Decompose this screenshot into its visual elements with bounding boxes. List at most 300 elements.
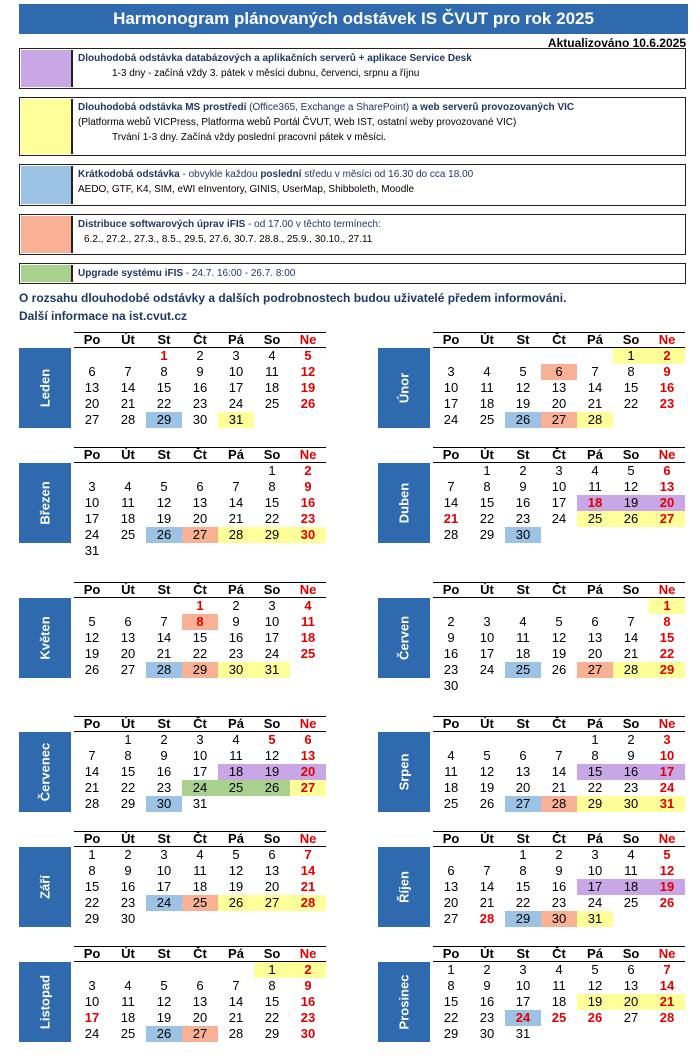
day-cell: 23 — [659, 396, 675, 411]
weekday-label: Pá — [228, 447, 244, 462]
day-cell: 20 — [264, 879, 280, 894]
day-cell: 4 — [232, 732, 240, 747]
weekday-label: Út — [121, 946, 135, 961]
day-cell: 12 — [264, 748, 280, 763]
day-cell: 29 — [443, 1026, 459, 1041]
legend-title: Dlouhodobá odstávka databázových a aplikačních serverů + aplikace Service Desk — [78, 53, 472, 64]
day-cell: 29 — [577, 796, 613, 812]
day-cell: 19 — [577, 994, 613, 1010]
day-cell: 23 — [300, 1010, 316, 1025]
weekday-label: So — [263, 831, 281, 846]
month-label — [378, 598, 430, 678]
day-cell: 5 — [232, 847, 240, 862]
day-cell: 20 — [120, 646, 136, 661]
day-cell: 27 — [182, 1026, 218, 1042]
day-cell: 30 — [192, 412, 208, 427]
day-cell: 20 — [515, 780, 531, 795]
month-9 — [19, 831, 325, 927]
legend-swatch-purple — [21, 50, 73, 87]
day-cell: 30 — [541, 911, 577, 927]
weekday-label: Út — [121, 582, 135, 597]
weekday-label: Út — [121, 716, 135, 731]
month-label — [19, 732, 71, 812]
day-cell: 4 — [555, 962, 563, 977]
day-cell: 30 — [218, 662, 254, 678]
legend-detail: (Platforma webů VICPress, Platforma webů Portál ČVUT, Web IST, ostatní weby provozované VIC) — [78, 117, 517, 128]
day-cell: 1 — [519, 847, 527, 862]
day-cell: 22 — [443, 1010, 459, 1025]
month-name: Srpen — [396, 753, 412, 791]
day-cell: 26 — [587, 1010, 603, 1025]
day-cell: 6 — [591, 614, 599, 629]
day-cell: 5 — [663, 847, 671, 862]
weekday-label: Ne — [299, 946, 317, 961]
day-cell: 6 — [447, 863, 455, 878]
legend-title: Distribuce softwarových úprav iFIS — [78, 219, 246, 230]
day-cell: 31 — [649, 796, 685, 812]
day-cell: 1 — [160, 348, 168, 363]
day-cell: 22 — [192, 646, 208, 661]
day-cell: 5 — [304, 348, 312, 363]
legend-swatch-green — [21, 265, 73, 282]
day-cell: 20 — [551, 396, 567, 411]
day-cell: 19 — [228, 879, 244, 894]
day-cell: 27 — [623, 1010, 639, 1025]
day-cell: 14 — [479, 879, 495, 894]
day-cell: 19 — [649, 879, 685, 895]
weekday-label: Ne — [658, 831, 676, 846]
weekday-label: St — [157, 582, 171, 597]
day-cell: 1 — [447, 962, 455, 977]
day-cell: 27 — [254, 895, 290, 911]
day-cell: 17 — [577, 879, 613, 895]
weekday-label: So — [622, 582, 640, 597]
day-cell: 28 — [146, 662, 182, 678]
day-cell: 15 — [156, 380, 172, 395]
day-cell: 31 — [515, 1026, 531, 1041]
day-cell: 16 — [192, 380, 208, 395]
day-cell: 10 — [192, 748, 208, 763]
day-cell: 11 — [265, 364, 279, 379]
weekday-label: Po — [442, 831, 460, 846]
day-cell: 27 — [290, 780, 326, 796]
day-cell: 5 — [627, 463, 635, 478]
day-cell: 15 — [515, 879, 531, 894]
day-cell: 18 — [120, 1010, 136, 1025]
day-cell: 4 — [627, 847, 635, 862]
day-cell: 24 — [146, 895, 182, 911]
day-cell: 12 — [300, 364, 316, 379]
day-cell: 26 — [479, 796, 495, 811]
day-cell: 13 — [659, 479, 675, 494]
day-cell: 5 — [88, 614, 96, 629]
weekday-label: So — [622, 332, 640, 347]
day-cell: 13 — [587, 630, 603, 645]
day-cell: 29 — [649, 662, 685, 678]
day-cell: 20 — [290, 764, 326, 780]
day-cell: 14 — [120, 380, 136, 395]
weekday-label: Út — [480, 831, 494, 846]
month-11 — [19, 946, 325, 1042]
day-cell: 2 — [196, 348, 204, 363]
day-cell: 9 — [483, 978, 491, 993]
day-cell: 7 — [124, 364, 132, 379]
weekday-label: Po — [83, 447, 101, 462]
day-cell: 20 — [192, 1010, 208, 1025]
legend-title: Dlouhodobá odstávka MS prostředí — [78, 102, 247, 113]
legend-title-part: poslední — [260, 169, 302, 180]
day-cell: 8 — [663, 614, 671, 629]
legend-title: Upgrade systému iFIS — [78, 268, 184, 279]
day-cell: 24 — [443, 412, 459, 427]
day-cell: 18 — [192, 879, 208, 894]
day-cell: 7 — [591, 364, 599, 379]
day-cell: 23 — [120, 895, 136, 910]
month-8 — [378, 716, 684, 812]
weekday-label: Pá — [587, 946, 603, 961]
weekday-label: Ne — [299, 332, 317, 347]
weekday-label: Čt — [193, 831, 207, 846]
day-cell: 6 — [627, 962, 635, 977]
weekday-label: Čt — [552, 582, 566, 597]
weekday-label: So — [622, 447, 640, 462]
month-5 — [19, 582, 325, 678]
day-cell: 14 — [84, 764, 100, 779]
day-cell: 24 — [84, 527, 100, 542]
day-cell: 3 — [232, 348, 240, 363]
day-cell: 24 — [228, 396, 244, 411]
weekday-header — [433, 946, 685, 962]
day-cell: 4 — [304, 598, 312, 613]
day-cell: 14 — [551, 764, 567, 779]
day-cell: 18 — [577, 495, 613, 511]
day-cell: 9 — [555, 863, 563, 878]
day-cell: 16 — [156, 764, 172, 779]
day-cell: 18 — [218, 764, 254, 780]
day-cell: 2 — [124, 847, 132, 862]
day-cell: 7 — [232, 978, 240, 993]
month-name: Červen — [396, 615, 412, 661]
legend-title-part: (Office365, Exchange a SharePoint) — [246, 102, 412, 113]
legend-detail: 6.2., 27.2., 27.3., 8.5., 29.5, 27.6, 30.7. 28.8., 25.9., 30.10., 27.11 — [84, 234, 373, 245]
day-cell: 12 — [84, 630, 100, 645]
day-cell: 11 — [121, 495, 135, 510]
weekday-label: So — [263, 447, 281, 462]
day-cell: 15 — [120, 764, 136, 779]
month-name: Leden — [37, 368, 53, 408]
day-cell: 17 — [479, 646, 495, 661]
info-link[interactable]: Další informace na ist.cvut.cz — [19, 309, 188, 323]
day-cell: 10 — [515, 978, 531, 993]
weekday-label: Čt — [552, 447, 566, 462]
weekday-label: Po — [442, 332, 460, 347]
day-cell: 23 — [623, 780, 639, 795]
day-cell: 4 — [447, 748, 455, 763]
weekday-label: St — [516, 831, 530, 846]
weekday-label: St — [516, 946, 530, 961]
day-cell: 17 — [264, 630, 280, 645]
day-cell: 23 — [551, 895, 567, 910]
day-cell: 21 — [443, 511, 459, 526]
legend-db-servers — [19, 48, 686, 89]
day-cell: 7 — [160, 614, 168, 629]
day-cell: 14 — [659, 978, 675, 993]
legend-swatch-blue — [21, 166, 73, 204]
day-cell: 13 — [443, 879, 459, 894]
legend-detail: 1-3 dny - začíná vždy 3. pátek v měsíci dubnu, červenci, srpnu a říjnu — [112, 68, 420, 79]
day-cell: 9 — [663, 364, 671, 379]
day-cell: 26 — [146, 527, 182, 543]
day-cell: 17 — [228, 380, 244, 395]
month-label — [378, 463, 430, 543]
day-cell: 18 — [515, 646, 531, 661]
day-cell: 14 — [156, 630, 172, 645]
day-cell: 3 — [591, 847, 599, 862]
weekday-label: Út — [121, 332, 135, 347]
day-cell: 26 — [254, 780, 290, 796]
day-cell: 22 — [264, 1010, 280, 1025]
day-cell: 26 — [300, 396, 316, 411]
day-cell: 25 — [300, 646, 316, 661]
day-cell: 15 — [264, 994, 280, 1009]
weekday-label: Út — [480, 716, 494, 731]
weekday-label: Po — [83, 716, 101, 731]
day-cell: 3 — [555, 463, 563, 478]
day-cell: 11 — [121, 994, 135, 1009]
weekday-label: Po — [83, 946, 101, 961]
day-cell: 16 — [443, 646, 459, 661]
day-cell: 25 — [120, 527, 136, 542]
day-cell: 15 — [659, 630, 675, 645]
day-cell: 26 — [505, 412, 541, 428]
day-cell: 19 — [515, 396, 531, 411]
day-cell: 17 — [443, 396, 459, 411]
weekday-label: Pá — [587, 716, 603, 731]
day-cell: 21 — [479, 895, 495, 910]
day-cell: 12 — [228, 863, 244, 878]
month-name: Květen — [37, 616, 53, 660]
day-cell: 5 — [591, 962, 599, 977]
day-cell: 10 — [156, 863, 172, 878]
day-cell: 23 — [192, 396, 208, 411]
day-cell: 31 — [192, 796, 208, 811]
day-cell: 31 — [577, 911, 613, 927]
day-cell: 23 — [515, 511, 531, 526]
day-cell: 3 — [196, 732, 204, 747]
day-cell: 3 — [519, 962, 527, 977]
day-cell: 25 — [623, 895, 639, 910]
day-cell: 20 — [649, 495, 685, 511]
day-cell: 18 — [264, 380, 280, 395]
day-cell: 2 — [160, 732, 168, 747]
day-cell: 2 — [483, 962, 491, 977]
day-cell: 20 — [84, 396, 100, 411]
month-name: Listopad — [37, 974, 53, 1030]
day-cell: 10 — [551, 479, 567, 494]
day-cell: 23 — [228, 646, 244, 661]
day-cell: 10 — [659, 748, 675, 763]
day-cell: 7 — [555, 748, 563, 763]
day-cell: 22 — [120, 780, 136, 795]
month-7 — [19, 716, 325, 812]
day-cell: 29 — [84, 911, 100, 926]
month-name: Září — [37, 875, 53, 899]
weekday-label: Pá — [228, 831, 244, 846]
weekday-label: St — [516, 582, 530, 597]
day-cell: 18 — [551, 994, 567, 1009]
weekday-label: Út — [121, 831, 135, 846]
month-1 — [19, 332, 325, 428]
month-name: Únor — [396, 372, 412, 404]
legend-title-part: - 24.7. 16:00 - 26.7. 8:00 — [183, 268, 296, 279]
weekday-label: Čt — [552, 946, 566, 961]
day-cell: 31 — [218, 412, 254, 428]
day-cell: 20 — [613, 994, 649, 1010]
day-cell: 28 — [120, 412, 136, 427]
day-cell: 8 — [268, 978, 276, 993]
day-cell: 16 — [300, 495, 316, 510]
day-cell: 18 — [479, 396, 495, 411]
day-cell: 30 — [300, 1026, 316, 1041]
day-cell: 11 — [624, 863, 638, 878]
day-cell: 9 — [232, 614, 240, 629]
weekday-label: St — [157, 831, 171, 846]
day-cell: 28 — [613, 662, 649, 678]
day-cell: 5 — [519, 364, 527, 379]
day-cell: 21 — [551, 780, 567, 795]
day-cell: 28 — [443, 527, 459, 542]
day-cell: 1 — [483, 463, 491, 478]
weekday-label: Pá — [228, 716, 244, 731]
weekday-label: Ne — [299, 447, 317, 462]
day-cell: 4 — [196, 847, 204, 862]
day-cell: 6 — [268, 847, 276, 862]
day-cell: 19 — [300, 380, 316, 395]
day-cell: 9 — [447, 630, 455, 645]
day-cell: 2 — [290, 962, 326, 978]
weekday-header — [74, 447, 326, 463]
day-cell: 17 — [84, 1010, 100, 1025]
weekday-label: Čt — [193, 447, 207, 462]
day-cell: 21 — [300, 879, 316, 894]
day-cell: 19 — [551, 646, 567, 661]
day-cell: 4 — [483, 364, 491, 379]
day-cell: 1 — [254, 962, 290, 978]
weekday-label: Po — [442, 946, 460, 961]
legend-ifis-distribution — [19, 214, 686, 255]
weekday-label: Út — [480, 447, 494, 462]
day-cell: 19 — [613, 495, 649, 511]
day-cell: 3 — [483, 614, 491, 629]
month-label — [378, 732, 430, 812]
month-4 — [378, 447, 684, 543]
day-cell: 22 — [479, 511, 495, 526]
day-cell: 12 — [551, 630, 567, 645]
day-cell: 28 — [228, 1026, 244, 1041]
day-cell: 2 — [447, 614, 455, 629]
month-label — [19, 463, 71, 543]
day-cell: 10 — [84, 495, 100, 510]
day-cell: 26 — [613, 511, 649, 527]
weekday-label: Pá — [587, 332, 603, 347]
day-cell: 3 — [88, 479, 96, 494]
day-cell: 17 — [84, 511, 100, 526]
day-cell: 17 — [649, 764, 685, 780]
day-cell: 19 — [254, 764, 290, 780]
page-title: Harmonogram plánovaných odstávek IS ČVUT pro rok 2025 — [19, 4, 688, 34]
day-cell: 21 — [228, 1010, 244, 1025]
day-cell: 21 — [84, 780, 100, 795]
day-cell: 13 — [623, 978, 639, 993]
day-cell: 6 — [196, 479, 204, 494]
day-cell: 21 — [623, 646, 639, 661]
day-cell: 17 — [551, 495, 567, 510]
day-cell: 9 — [304, 479, 312, 494]
day-cell: 13 — [192, 994, 208, 1009]
day-cell: 29 — [264, 1026, 280, 1041]
day-cell: 28 — [218, 527, 254, 543]
day-cell: 30 — [290, 527, 326, 543]
day-cell: 25 — [218, 780, 254, 796]
day-cell: 6 — [519, 748, 527, 763]
day-cell: 7 — [88, 748, 96, 763]
month-name: Prosinec — [396, 974, 412, 1030]
weekday-label: Čt — [193, 716, 207, 731]
weekday-header — [433, 716, 685, 732]
weekday-label: Čt — [193, 332, 207, 347]
day-cell: 15 — [479, 495, 495, 510]
weekday-label: Pá — [587, 582, 603, 597]
month-label — [19, 962, 71, 1042]
day-cell: 20 — [192, 511, 208, 526]
day-cell: 13 — [515, 764, 531, 779]
weekday-header — [74, 831, 326, 847]
day-cell: 2 — [555, 847, 563, 862]
day-cell: 12 — [659, 863, 675, 878]
weekday-label: So — [263, 582, 281, 597]
day-cell: 29 — [505, 911, 541, 927]
day-cell: 13 — [120, 630, 136, 645]
day-cell: 31 — [254, 662, 290, 678]
day-cell: 19 — [156, 1010, 172, 1025]
day-cell: 13 — [192, 495, 208, 510]
day-cell: 8 — [88, 863, 96, 878]
day-cell: 25 — [479, 412, 495, 427]
month-label — [19, 847, 71, 927]
legend-ms-web — [19, 97, 686, 156]
month-label — [378, 847, 430, 927]
day-cell: 1 — [124, 732, 132, 747]
day-cell: 5 — [555, 614, 563, 629]
day-cell: 15 — [192, 630, 208, 645]
day-cell: 21 — [120, 396, 136, 411]
day-cell: 28 — [541, 796, 577, 812]
weekday-label: Ne — [658, 447, 676, 462]
weekday-label: St — [516, 447, 530, 462]
day-cell: 28 — [290, 895, 326, 911]
day-cell: 7 — [483, 863, 491, 878]
weekday-label: St — [157, 946, 171, 961]
day-cell: 3 — [88, 978, 96, 993]
day-cell: 30 — [443, 678, 459, 693]
day-cell: 12 — [156, 994, 172, 1009]
day-cell: 28 — [577, 412, 613, 428]
day-cell: 20 — [443, 895, 459, 910]
weekday-label: Út — [480, 332, 494, 347]
weekday-label: Po — [83, 831, 101, 846]
month-label — [19, 598, 71, 678]
day-cell: 3 — [447, 364, 455, 379]
